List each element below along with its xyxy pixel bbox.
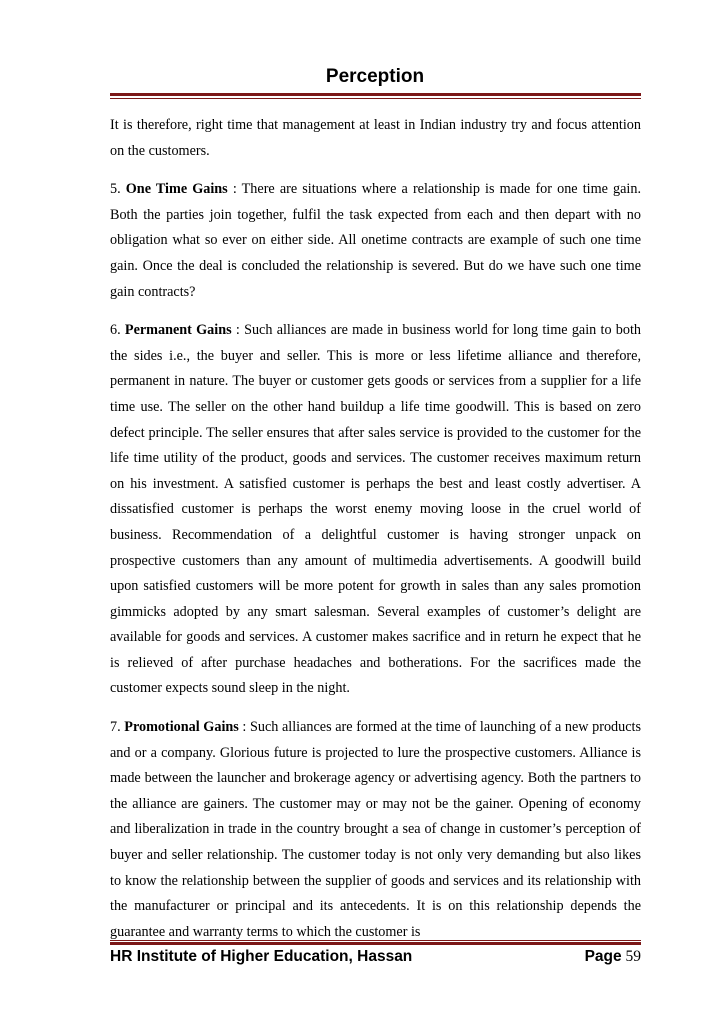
page-header-title: Perception xyxy=(325,66,425,87)
paragraph-permanent-gains xyxy=(110,318,641,702)
header-rule-thin xyxy=(110,98,641,99)
paragraph-number: 7. xyxy=(110,719,121,736)
paragraph-number: 5. xyxy=(110,181,121,198)
paragraph-one-time-gains xyxy=(110,177,641,305)
footer-rule-thick xyxy=(110,942,641,945)
header-rule-thick xyxy=(110,93,641,96)
paragraph-heading: Promotional Gains xyxy=(124,719,239,736)
paragraph-text: : There are situations where a relationship is made for one time gain. Both the parties join together, fulfil the task expected from each and then depart with no obligation what so ever on either side. All onetime contracts are example of such one time gain. Once the deal is concluded the relationship is severed. But do we have such one time gain contracts? xyxy=(110,181,642,300)
footer-rule-thin xyxy=(110,940,641,941)
paragraph-heading: One Time Gains xyxy=(125,181,228,198)
paragraph-intro: It is therefore, right time that management at least in Indian industry try and focus attention on the customers. xyxy=(110,117,641,159)
paragraph-text: : Such alliances are formed at the time of launching of a new products and or a company. Glorious future is projected to lure the prospective customers. Alliance is made between the launcher and brokerage agency or advertising agency. Both the partners to the alliance are gainers. The customer may or may not be the gainer. Opening of economy and liberalization in trade in the country brought a sea of change in customer’s perception of buyer and seller relationship. The customer today is not only very demanding but also likes to know the relationship between the supplier of goods and services and its relationship with the manufacturer or principal and its antecedents. It is on this relationship depends the guarantee and warranty terms to which the customer is xyxy=(110,719,641,940)
paragraph-text: : Such alliances are made in business world for long time gain to both the sides i.e., the buyer and seller. This is more or less lifetime alliance and therefore, permanent in nature. The buyer or customer gets goods or services from a supplier for a life time use. The seller on the other hand buildup a life time goodwill. This is based on zero defect principle. The seller ensures that after sales service is provided to the customer for the life time utility of the product, goods and services. The customer receives maximum return on his investment. A satisfied customer is perhaps the best and least costly advertiser. A dissatisfied customer is perhaps the worst enemy moving loose in the cruel world of business. Recommendation of a delightful customer is having stronger unpack on prospective customers than any amount of multimedia advertisements. A goodwill build upon satisfied customers will be more potent for growth in sales than any sales promotion gimmicks adopted by any smart salesman. Several examples of customer’s delight are available for goods and services. A customer makes sacrifice and in return he expect that he is relieved of after purchase headaches and botherations. For the sacrifices made the customer expects sound sleep in the night. xyxy=(110,322,642,697)
footer-page-number: 59 xyxy=(625,948,641,965)
footer-page xyxy=(585,948,641,966)
footer-page-label: Page xyxy=(584,948,622,965)
paragraph-heading: Permanent Gains xyxy=(124,322,232,339)
paragraph-number: 6. xyxy=(110,322,121,339)
paragraph-promotional-gains xyxy=(110,715,641,940)
page-body xyxy=(110,113,642,940)
footer-institute: HR Institute of Higher Education, Hassan xyxy=(110,948,413,965)
